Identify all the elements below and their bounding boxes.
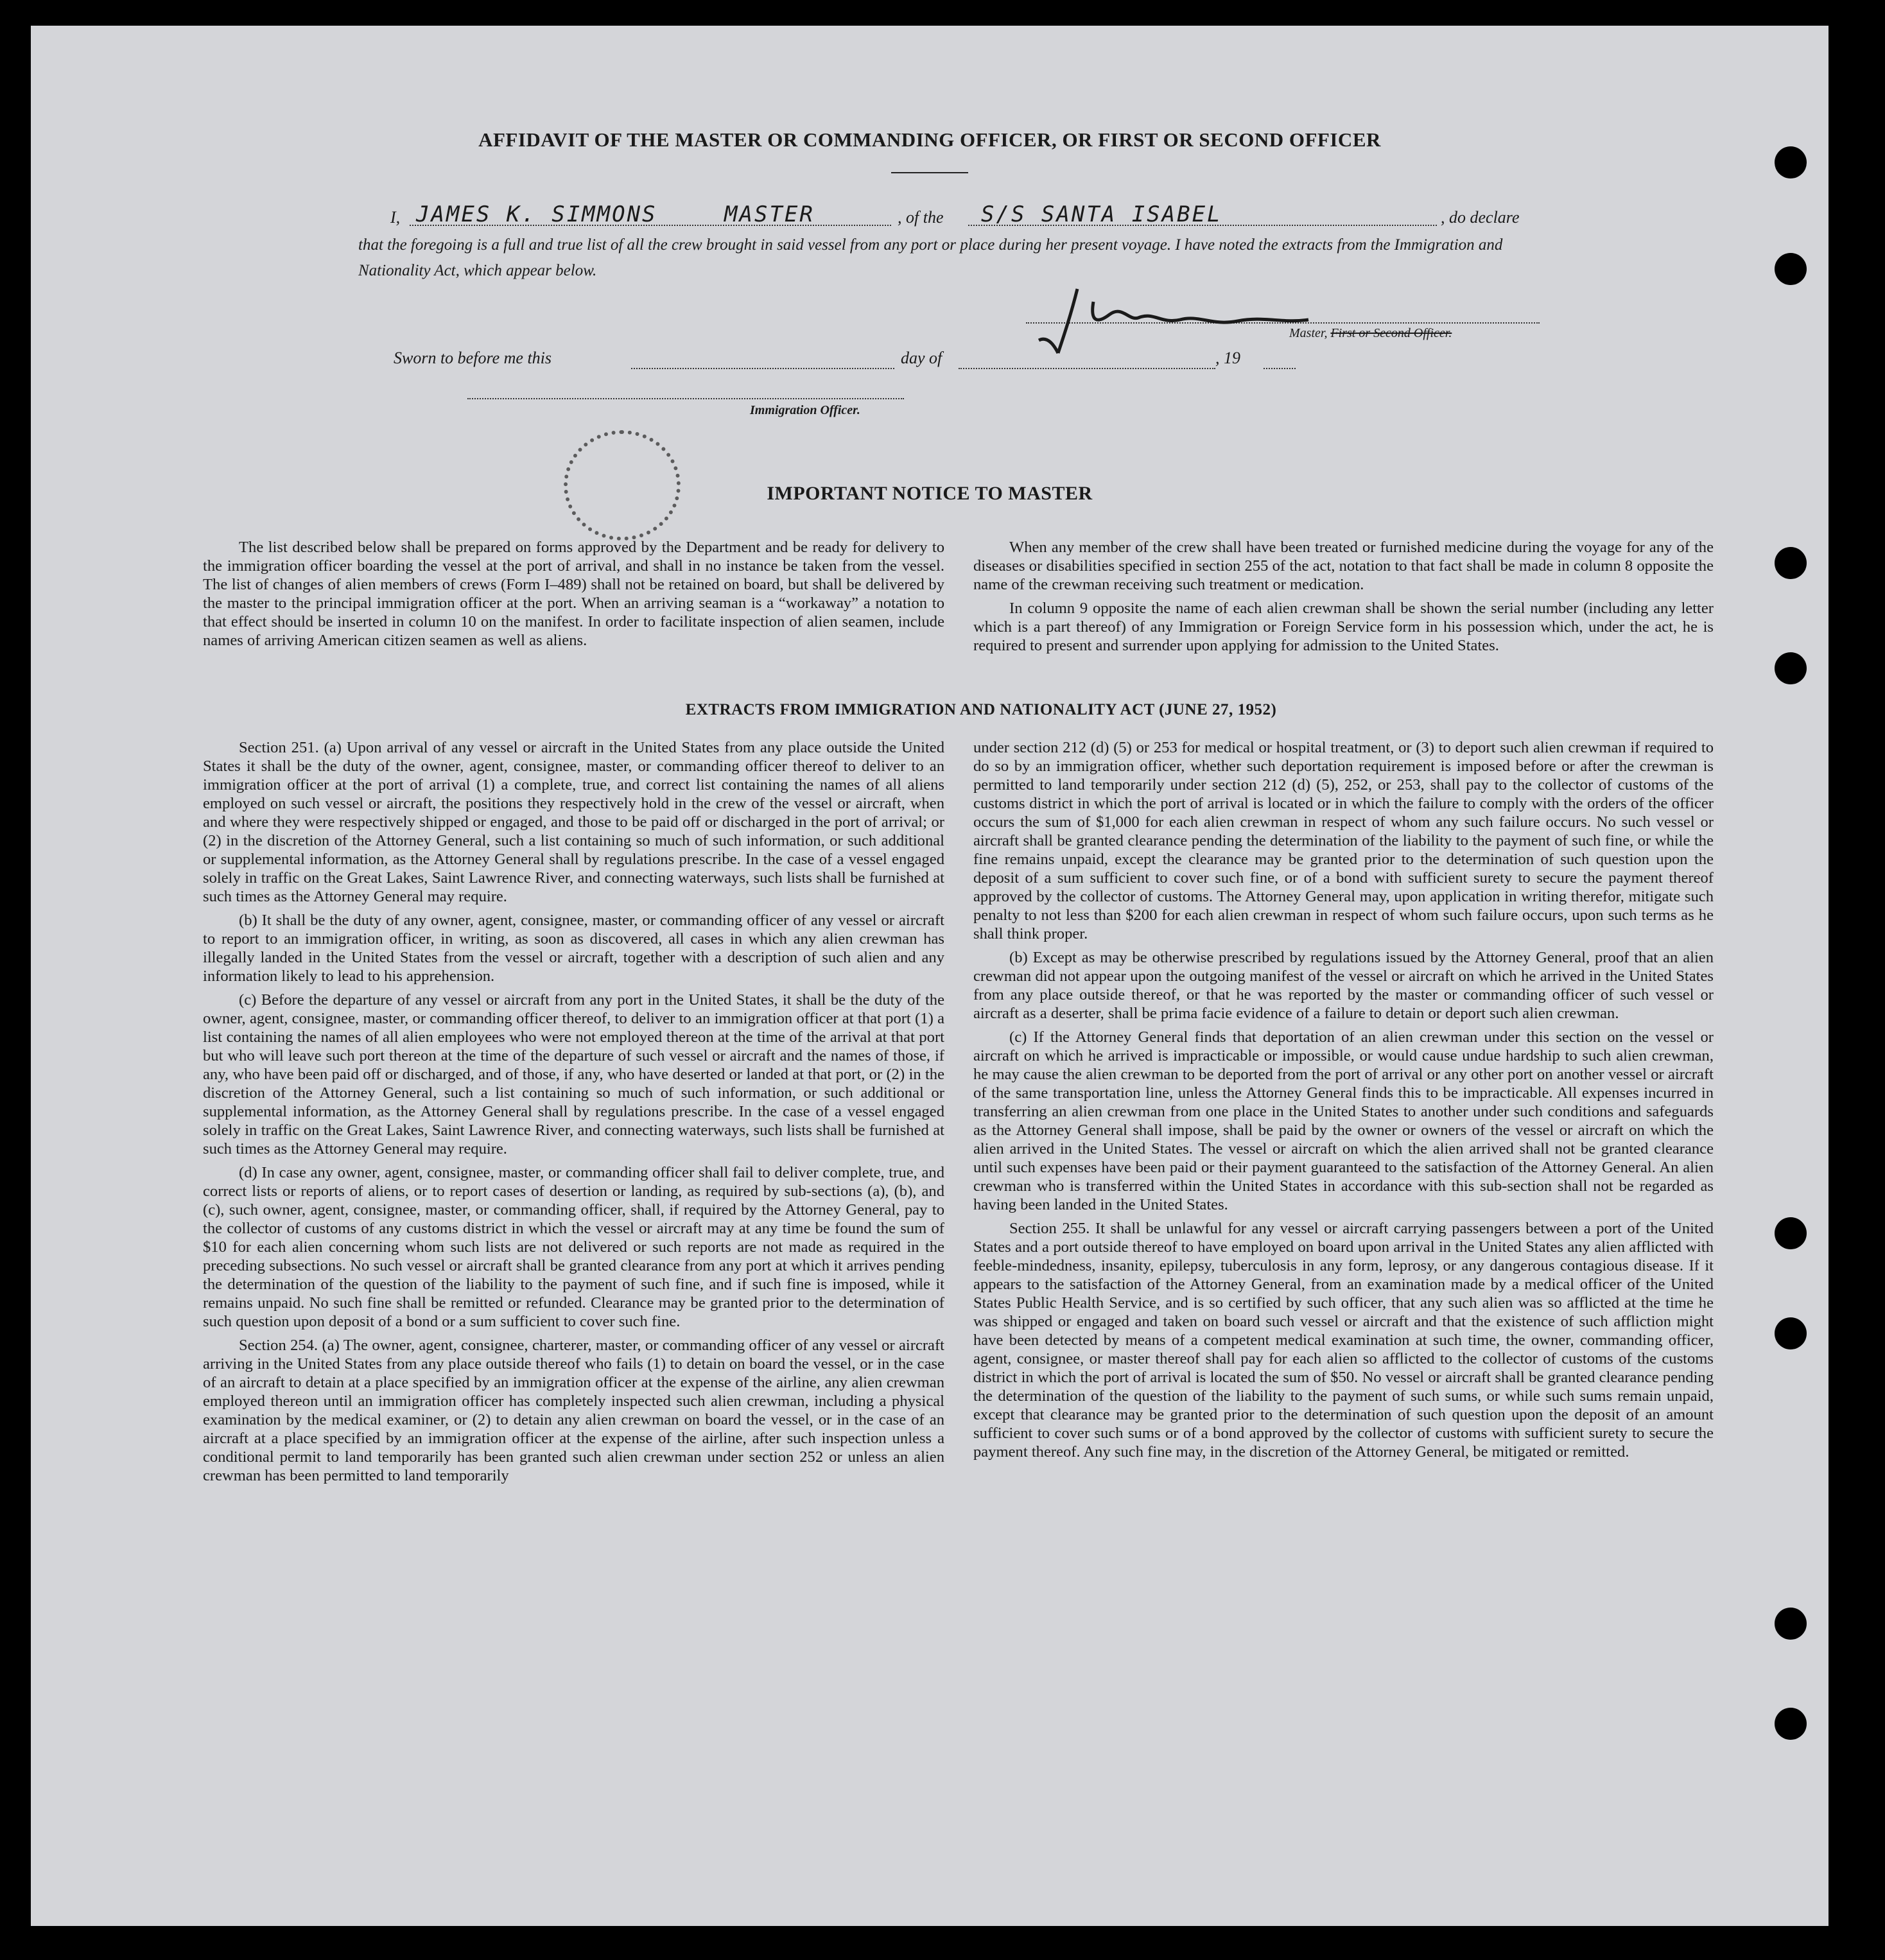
master-rank: MASTER: [724, 202, 815, 227]
notice-right-column: [973, 538, 1714, 660]
sworn-label: Sworn to before me this: [394, 349, 552, 367]
notice-left-column: [203, 538, 944, 655]
binder-hole: [1775, 1317, 1807, 1349]
sworn-line: [394, 343, 1292, 376]
immigration-officer-caption: Immigration Officer.: [750, 403, 860, 417]
binder-hole: [1775, 146, 1807, 178]
declaration-statement: that the foregoing is a full and true list of all the crew brought in said vessel from any port or place during her present voyage. I have noted the extracts from the Immigration and Nationality Act, which appear below.: [358, 236, 1503, 279]
signature-caption-master: Master,: [1289, 326, 1328, 340]
signature-caption-struck: First or Second Officer.: [1330, 326, 1452, 340]
extract-paragraph: (c) Before the departure of any vessel or aircraft from any port in the United States, it shall be the duty of the owner, agent, consignee, master, or commanding officer thereof, to deliver to an immigration officer at that port (1) a list containing the names of all alien employees who were not employed thereon at the time of the arrival at that port but who will leave such port thereon at the time of the departure of such vessel or aircraft and the names of those, if any, who have been paid off or discharged, and of those, if any, who have deserted or landed at that port, or (2) in the discretion of the Attorney General, such a list containing so much of such information, or such additional or supplemental information, as the Attorney General shall by regulations prescribe. In the case of a vessel engaged solely in traffic on the Great Lakes, Saint Lawrence River, and connecting waterways, such lists shall be furnished at such times as the Attorney General may require.: [203, 991, 944, 1158]
notice-title: IMPORTANT NOTICE TO MASTER: [767, 483, 1093, 504]
binder-hole: [1775, 253, 1807, 285]
extract-paragraph: (b) It shall be the duty of any owner, agent, consignee, master, or commanding officer of any vessel or aircraft to report to an immigration officer, in writing, as soon as discovered, all cases in which any alien crewman has illegally landed in the United States from the vessel or aircraft, together with a description of such alien and any information likely to lead to his apprehension.: [203, 912, 944, 985]
of-the-label: , of the: [898, 208, 944, 227]
do-declare-label: , do declare: [1441, 208, 1520, 227]
i-label: I,: [390, 208, 401, 227]
extract-paragraph: Section 254. (a) The owner, agent, consignee, charterer, master, or commanding officer of any vessel or aircraft arriving in the United States from any place outside thereof who fails (1) to detain on board the vessel, or in the case of an aircraft to detain at a place specified by an immigration officer at the expense of the airline, any alien crewman employed thereon until an immigration officer has completely inspected such alien crewman, including a physical examination by the medical examiner, or (2) to detain any alien crewman on board the vessel, or in the case of an aircraft at a place specified by an immigration officer at the expense of the airline, after such inspection unless a conditional permit to land temporarily has been granted such alien crewman under section 252 or unless an alien crewman has been permitted to land temporarily: [203, 1337, 944, 1484]
title-rule: [891, 172, 968, 173]
extracts-right-column: [973, 738, 1714, 1466]
extracts-left-column: [203, 738, 944, 1490]
extract-paragraph: Section 251. (a) Upon arrival of any vessel or aircraft in the United States from any place outside the United States it shall be the duty of the owner, agent, consignee, master, or commanding officer thereof to deliver to an immigration officer at the port of arrival (1) a complete, true, and correct list containing the names of all aliens employed on such vessel or aircraft, the positions they respectively hold in the crew of the vessel or aircraft, when and where they were respectively shipped or engaged, and those to be paid off or discharged in the port of arrival; or (2) in the discretion of the Attorney General, such a list containing so much of such information, or such additional or supplemental information, as the Attorney General shall by regulations prescribe. In the case of a vessel engaged solely in traffic on the Great Lakes, Saint Lawrence River, and connecting waterways, such lists shall be furnished at such times as the Attorney General may require.: [203, 739, 944, 905]
binder-hole: [1775, 1608, 1807, 1640]
declaration-line: [390, 199, 1585, 231]
binder-hole: [1775, 652, 1807, 684]
extract-paragraph: under section 212 (d) (5) or 253 for medical or hospital treatment, or (3) to deport such alien crewman if required to do so by an immigration officer, whether such deportation requirement is imposed before or after the crewman is permitted to land temporarily under section 212 (d) (5), 252, or 253, shall pay to the collector of customs of the customs district in which the port of arrival is located or in which the failure to comply with the orders of the officer occurs the sum of $1,000 for each alien crewman in respect of whom any such failure occurs. No such vessel or aircraft shall be granted clearance pending the determination of the liability to the payment of such fine, or while the fine remains unpaid, except the clearance may be granted prior to the determination of such question upon the deposit of a sum sufficient to cover such fine, or of a bond with sufficient surety to secure the payment thereof approved by the collector of customs. The Attorney General may, upon application in writing therefor, mitigate such penalty to not less than $200 for each alien crewman in respect of whom such failure occurs, upon such terms as he shall think proper.: [973, 739, 1714, 942]
year-label: , 19: [1215, 349, 1240, 367]
extract-paragraph: (d) In case any owner, agent, consignee, master, or commanding officer shall fail to deliver complete, true, and correct lists or reports of aliens, or to report cases of desertion or landing, as required by sub-sections (a), (b), and (c), such owner, agent, consignee, master, or commanding officer, shall, if required by the Attorney General, pay to the collector of customs of any customs district in which the vessel or aircraft may at any time be found the sum of $10 for each alien concerning whom such lists are not delivered or such reports are not made as required in the preceding subsections. No such vessel or aircraft shall be granted clearance from any port at which it arrives pending the determination of the question of the liability to the payment of such fine, and if such fine is imposed, while it remains unpaid. No such fine shall be remitted or refunded. Clearance may be granted prior to the determination of such question upon deposit of a bond or a sum sufficient to cover such fine.: [203, 1164, 944, 1330]
notice-paragraph: When any member of the crew shall have been treated or furnished medicine during the voyage for any of the diseases or disabilities specified in section 255 of the act, notation to that fact shall be made in column 8 opposite the name of the crewman receiving such treatment or medication.: [973, 539, 1714, 593]
notice-paragraph: The list described below shall be prepared on forms approved by the Department and be ready for delivery to the immigration officer boarding the vessel at the port of arrival, and shall in no instance be taken from the vessel. The list of changes of alien members of crews (Form I–489) shall not be retained on board, but shall be delivered by the master to the principal immigration officer at the port. When an arriving seaman is a “workaway” a notation to that effect should be inserted in column 10 on the manifest. In order to facilitate inspection of alien seamen, include names of arriving American citizen seamen as well as aliens.: [203, 539, 944, 649]
extract-paragraph: (c) If the Attorney General finds that deportation of an alien crewman under this section on the vessel or aircraft on which he arrived is impracticable or impossible, or would cause undue hardship to such alien crewman, he may cause the alien crewman to be deported from the port of arrival or any other port on another vessel or aircraft of the same transportation line, unless the Attorney General finds this to be impracticable. All expenses incurred in transferring an alien crewman from one place in the United States to another under such conditions and safeguards as the Attorney General shall impose, shall be paid by the owner or owners of the vessel or aircraft on which the alien arrived in the United States. The vessel or aircraft on which the alien arrived shall not be granted clearance until such expenses have been paid or their payment guaranteed to the satisfaction of the Attorney General. An alien crewman who is transferred within the United States in accordance with this sub-section shall not be regarded as having been landed in the United States.: [973, 1028, 1714, 1213]
extract-paragraph: (b) Except as may be otherwise prescribed by regulations issued by the Attorney General, proof that an alien crewman did not appear upon the outgoing manifest of the vessel or aircraft on which he arrived in the United States from any place outside thereof, or that he was reported by the master or commanding officer of such vessel or aircraft as a deserter, shall be prima facie evidence of a failure to detain or deport such alien crewman.: [973, 949, 1714, 1022]
signature-caption: [1289, 326, 1452, 341]
extract-paragraph: Section 255. It shall be unlawful for any vessel or aircraft carrying passengers between a port of the United States and a port outside thereof to have employed on board upon arrival in the United States any alien afflicted with feeble-mindedness, insanity, epilepsy, tuberculosis in any form, leprosy, or any dangerous contagious disease. If it appears to the satisfaction of the Attorney General, from an examination made by a medical officer of the United States Public Health Service, and is so certified by such officer, that any such alien was so afflicted at the time he was shipped or engaged and taken on board such vessel or aircraft and that the existence of such affliction might have been detected by means of a competent medical examination at such time, the owner, commanding officer, agent, consignee, or master thereof shall pay for each alien so afflicted to the collector of customs of the customs district in which the port of arrival is located the sum of $50. No vessel or aircraft shall be granted clearance pending the determination of the question of the liability to the payment of such sums, or while such sums remain unpaid, except that clearance may be granted prior to the determination of such question upon the deposit of an amount sufficient to cover such sums or of a bond approved by the collector of customs with sufficient surety to secure the payment thereof. Any such fine may, in the discretion of the Attorney General, be mitigated or remitted.: [973, 1220, 1714, 1461]
notice-paragraph: In column 9 opposite the name of each alien crewman shall be shown the serial number (including any letter which is a part thereof) of any Immigration or Foreign Service form in his possession which, under the act, he is required to present and surrender upon applying for admission to the United States.: [973, 600, 1714, 654]
binder-hole: [1775, 547, 1807, 579]
master-name: JAMES K. SIMMONS: [416, 202, 657, 227]
extracts-title: EXTRACTS FROM IMMIGRATION AND NATIONALITY ACT (JUNE 27, 1952): [685, 701, 1277, 718]
vessel-name: S/S SANTA ISABEL: [981, 202, 1222, 227]
document-page: [31, 26, 1829, 1926]
binder-hole: [1775, 1217, 1807, 1249]
affidavit-title: AFFIDAVIT OF THE MASTER OR COMMANDING OFFICER, OR FIRST OR SECOND OFFICER: [478, 128, 1381, 151]
binder-hole: [1775, 1708, 1807, 1740]
day-of-label: day of: [901, 349, 942, 367]
